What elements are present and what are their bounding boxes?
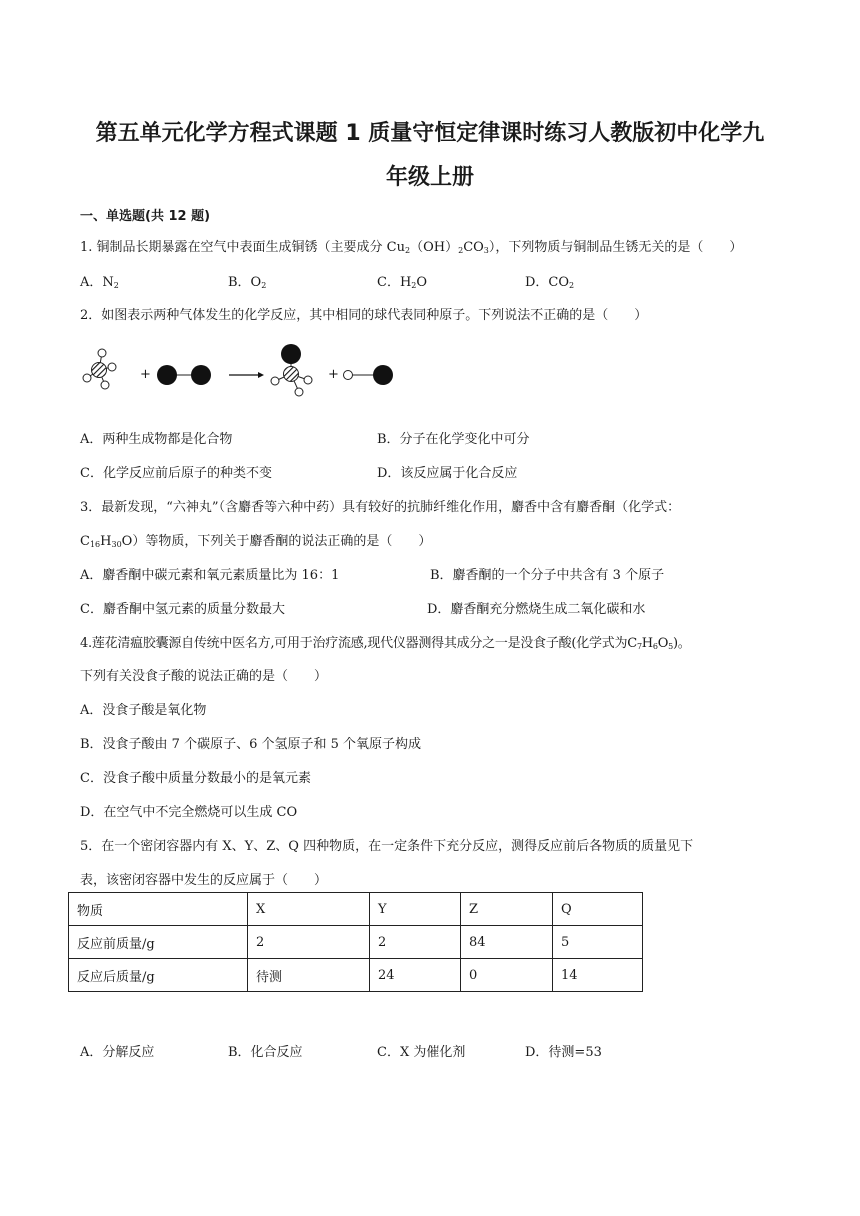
table-cell: 2 bbox=[248, 926, 370, 959]
question-4-option-b: B．没食子酸由 7 个碳原子、6 个氢原子和 5 个氧原子构成 bbox=[80, 737, 422, 752]
title-line-1: 第五单元化学方程式课题 1 质量守恒定律课时练习人教版初中化学九 bbox=[95, 121, 765, 146]
question-5-option-a: A．分解反应 bbox=[80, 1045, 155, 1060]
question-5-option-d: D．待测=53 bbox=[525, 1045, 602, 1060]
table-cell: 14 bbox=[553, 959, 643, 992]
question-4-option-d: D．在空气中不完全燃烧可以生成 CO bbox=[80, 805, 298, 820]
table-cell: 2 bbox=[370, 926, 461, 959]
product-molecule-2 bbox=[344, 365, 394, 385]
table-cell: 5 bbox=[553, 926, 643, 959]
table-cell: 0 bbox=[461, 959, 553, 992]
plus-sign-2: + bbox=[328, 367, 339, 382]
question-3-stem-line-1: 3．最新发现，“六神丸”（含麝香等六种中药）具有较好的抗肺纤维化作用，麝香中含有麝香酮（化学式： bbox=[80, 500, 681, 515]
table-row bbox=[69, 926, 643, 959]
section-heading: 一、单选题(共 12 题) bbox=[80, 209, 211, 224]
table-row bbox=[69, 959, 643, 992]
question-3-option-c: C．麝香酮中氢元素的质量分数最大 bbox=[80, 602, 285, 617]
question-1-option-a: A．$N_2$ bbox=[80, 275, 119, 290]
table-cell: 反应前质量/g bbox=[69, 926, 248, 959]
table-cell: 84 bbox=[461, 926, 553, 959]
question-4-option-c: C．没食子酸中质量分数最小的是氧元素 bbox=[80, 771, 311, 786]
question-3-stem-line-2: $C_{16}H_{30}O$）等物质，下列关于麝香酮的说法正确的是（ ） bbox=[80, 534, 432, 549]
question-4-option-a: A．没食子酸是氧化物 bbox=[80, 703, 207, 718]
table-cell: 物质 bbox=[69, 893, 248, 926]
question-1-option-d: D．$CO_2$ bbox=[525, 275, 575, 290]
table-cell: Z bbox=[461, 893, 553, 926]
question-4-stem-line-2: 下列有关没食子酸的说法正确的是（ ） bbox=[80, 669, 328, 684]
table-cell: X bbox=[248, 893, 370, 926]
question-2-option-a: A．两种生成物都是化合物 bbox=[80, 432, 233, 447]
table-row bbox=[69, 893, 643, 926]
reactant-molecule-2 bbox=[157, 365, 211, 385]
question-5-stem-line-1: 5．在一个密闭容器内有 X、Y、Z、Q 四种物质，在一定条件下充分反应，测得反应前后各物质的质量见下 bbox=[80, 839, 694, 854]
question-1-option-b: B．$O_2$ bbox=[228, 275, 267, 290]
question-4-stem-line-1: 4.莲花清瘟胶囊源自传统中医名方,可用于治疗流感,现代仪器测得其成分之一是没食子酸(化学式为$C_7H_6O_5$)。 bbox=[80, 636, 691, 651]
reaction-arrow bbox=[229, 372, 264, 378]
product-molecule-1 bbox=[271, 344, 312, 396]
question-3-option-b: B．麝香酮的一个分子中共含有 3 个原子 bbox=[430, 568, 665, 583]
title-line-2: 年级上册 bbox=[385, 165, 474, 190]
question-1-stem: 1. 铜制品长期暴露在空气中表面生成铜锈（主要成分 $Cu_2(OH)_2CO_3$），下列物质与铜制品生锈无关的是（ ） bbox=[80, 240, 743, 255]
table-cell: Y bbox=[370, 893, 461, 926]
question-2-option-b: B．分子在化学变化中可分 bbox=[377, 432, 530, 447]
question-2-stem: 2．如图表示两种气体发生的化学反应，其中相同的球代表同种原子。下列说法不正确的是（ ） bbox=[80, 308, 648, 323]
question-2-option-c: C．化学反应前后原子的种类不变 bbox=[80, 466, 272, 481]
question-1-option-c: C．$H_2O$ bbox=[377, 275, 428, 290]
mass-data-table bbox=[68, 892, 643, 992]
question-3-option-d: D．麝香酮充分燃烧生成二氧化碳和水 bbox=[427, 602, 646, 617]
question-2-option-d: D．该反应属于化合反应 bbox=[377, 466, 518, 481]
question-3-option-a: A．麝香酮中碳元素和氧元素质量比为 16：1 bbox=[80, 568, 340, 583]
table-cell: 24 bbox=[370, 959, 461, 992]
table-cell: Q bbox=[553, 893, 643, 926]
reaction-diagram bbox=[82, 340, 402, 412]
plus-sign-1: + bbox=[140, 367, 151, 382]
table-cell: 待测 bbox=[248, 959, 370, 992]
reactant-molecule-1 bbox=[83, 349, 116, 389]
question-5-option-c: C．X 为催化剂 bbox=[377, 1045, 466, 1060]
document-title bbox=[70, 112, 790, 200]
question-5-stem-line-2: 表，该密闭容器中发生的反应属于（ ） bbox=[80, 873, 328, 888]
question-5-option-b: B．化合反应 bbox=[228, 1045, 303, 1060]
table-cell: 反应后质量/g bbox=[69, 959, 248, 992]
